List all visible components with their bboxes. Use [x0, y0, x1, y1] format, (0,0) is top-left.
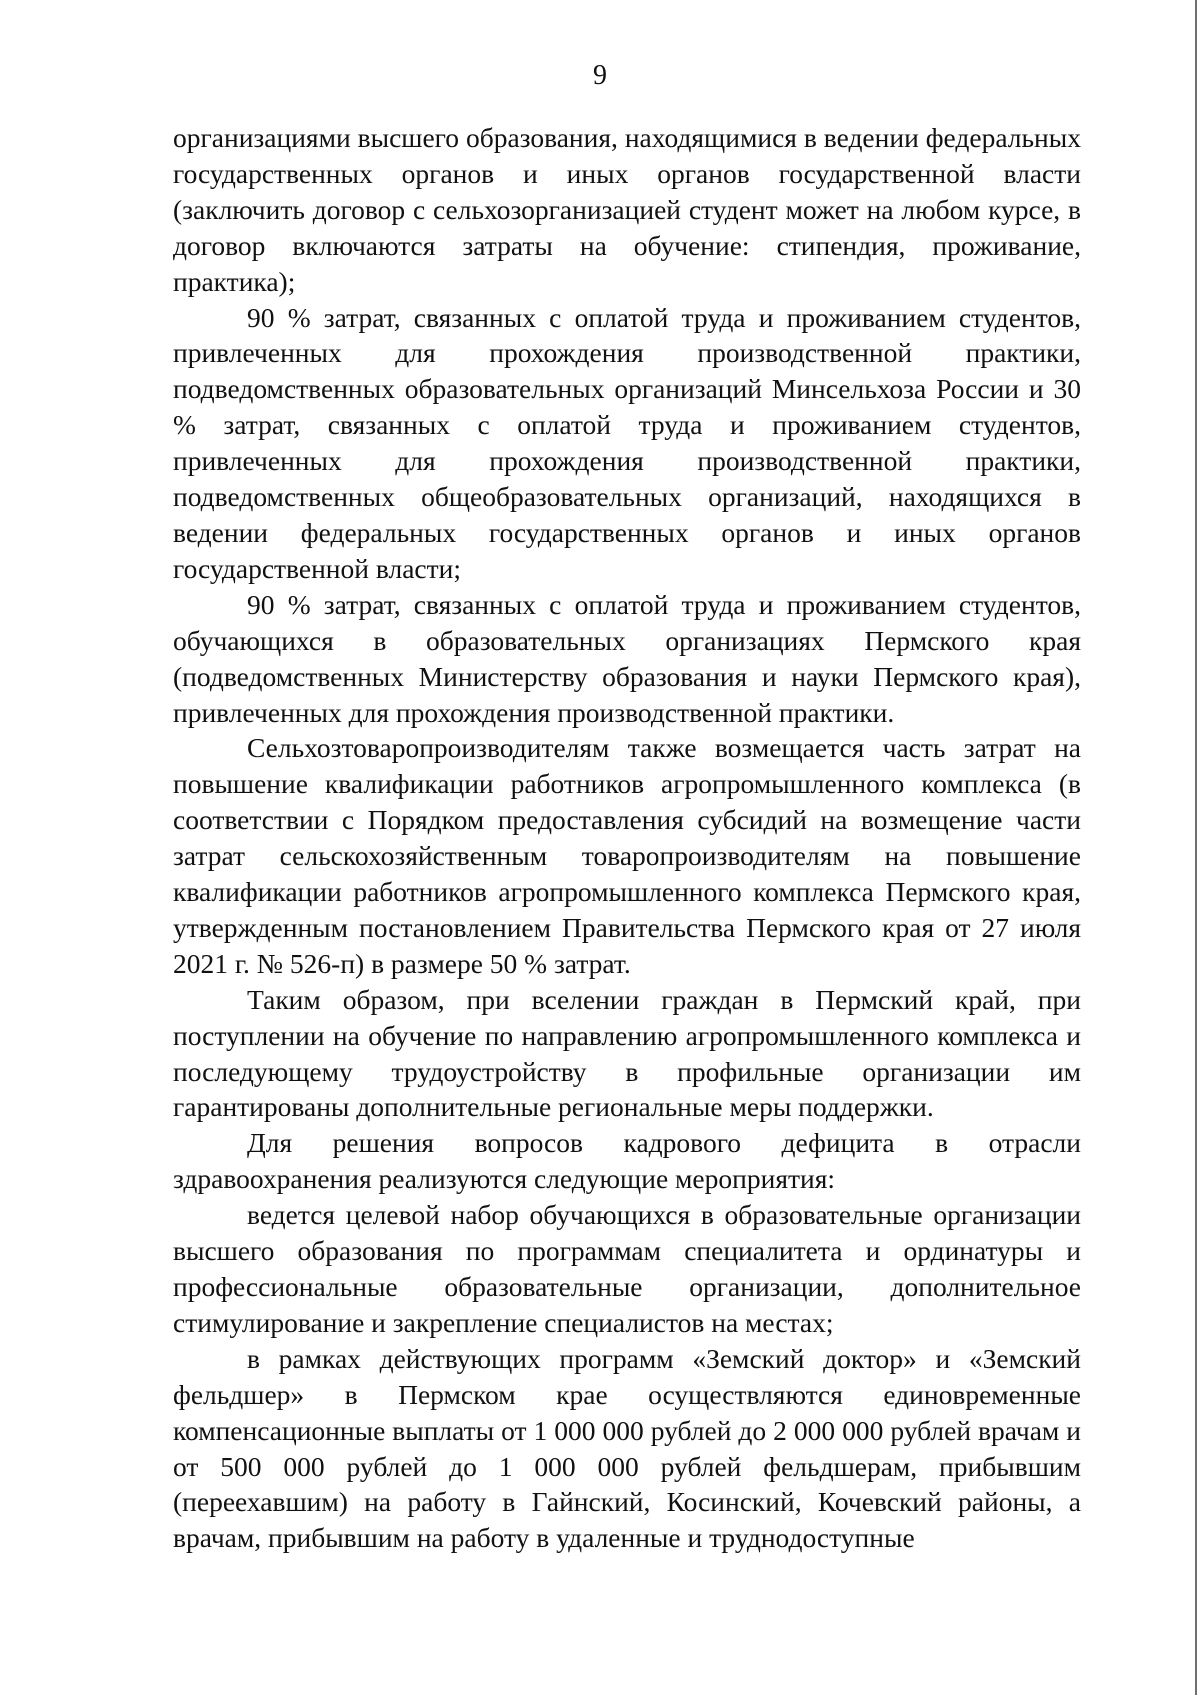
paragraph-zemsky-programs: в рамках действующих программ «Земский доктор» и «Земский фельдшер» в Пермском крае осуществляются единовременные компенсационные выплаты от 1 000 000 рублей до 2 000 000 рублей врачам и от 500 000 рублей до 1 000 000 рублей фельдшерам, прибывшим (переехавшим) на работу в Гайнский, Косинский, Кочевский районы, а врачам, прибывшим на работу в удаленные и труднодоступные [173, 1342, 1081, 1554]
document-body [173, 120, 1081, 1556]
paragraph-ministry-agriculture-costs: 90 % затрат, связанных с оплатой труда и проживанием студентов, привлеченных для прохождения производственной практики, подведомственных образовательных организаций Минсельхоза России и 30 % затрат, связанных с оплатой труда и проживанием студентов, привлеченных для прохождения производственной практики, подведомственных общеобразовательных организаций, находящихся в ведении федеральных государственных органов и иных органов государственной власти; [173, 301, 1081, 584]
paragraph-healthcare-intro: Для решения вопросов кадрового дефицита в отрасли здравоохранения реализуются следующие мероприятия: [173, 1127, 1081, 1195]
paragraph-targeted-enrollment: ведется целевой набор обучающихся в образовательные организации высшего образования по программам специалитета и ординатуры и профессиональные образовательные организации, дополнительное стимулирование и закрепление специалистов на местах; [173, 1199, 1081, 1338]
page-number: 9 [593, 60, 607, 91]
scan-edge-line [1195, 0, 1197, 1695]
paragraph-continuation: организациями высшего образования, находящимися в ведении федеральных государственных органов и иных органов государственной власти (заключить договор с сельхозорганизацией студент может на любом курсе, в договор включаются затраты на обучение: стипендия, проживание, практика); [173, 122, 1081, 297]
paragraph-qualification-costs: Сельхозтоваропроизводителям также возмещается часть затрат на повышение квалификации работников агропромышленного комплекса (в соответствии с Порядком предоставления субсидий на возмещение части затрат сельскохозяйственным товаропроизводителям на повышение квалификации работников агропромышленного комплекса Пермского края, утвержденным постановлением Правительства Пермского края от 27 июля 2021 г. № 526-п) в размере 50 % затрат. [173, 732, 1081, 979]
paragraph-support-summary: Таким образом, при вселении граждан в Пермский край, при поступлении на обучение по направлению агропромышленного комплекса и последующему трудоустройству в профильные организации им гарантированы дополнительные региональные меры поддержки. [173, 983, 1081, 1123]
paragraph-perm-education-costs: 90 % затрат, связанных с оплатой труда и проживанием студентов, обучающихся в образовательных организациях Пермского края (подведомственных Министерству образования и науки Пермского края), привлеченных для прохождения производственной практики. [173, 588, 1081, 728]
